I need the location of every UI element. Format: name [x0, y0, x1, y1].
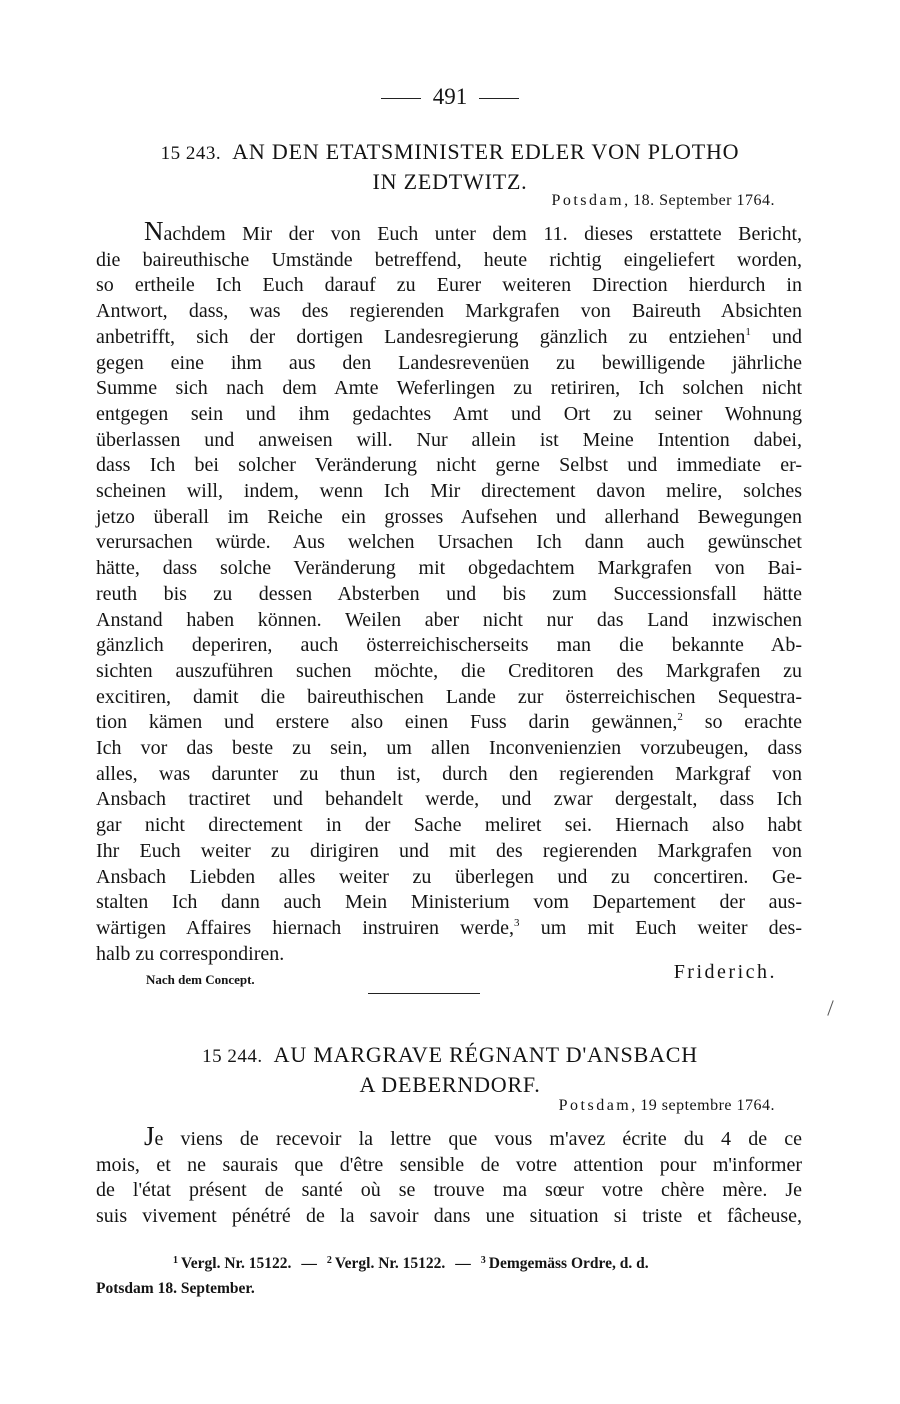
body-line: Ansbach Liebden alles weiter zu überlegen und zu concertiren. Ge- — [96, 865, 802, 888]
footnote-line: Potsdam 18. September. — [96, 1280, 255, 1297]
source-note: Nach dem Concept. — [146, 972, 255, 987]
body-line: jetzo überall im Reiche ein grosses Aufsehen und allerhand Bewegungen — [96, 505, 802, 528]
section-divider — [368, 993, 480, 994]
footnote-number: 2 — [326, 1255, 332, 1266]
letter-body — [96, 1121, 802, 1230]
body-line: Antwort, dass, was des regierenden Markgrafen von Baireuth Absichten — [96, 300, 802, 323]
letter-title-line1: AU MARGRAVE RÉGNANT D'ANSBACH — [273, 1042, 698, 1067]
body-line: Summe sich nach dem Amte Weferlingen zu retiriren, Ich solchen nicht — [96, 377, 802, 400]
body-line: Anstand haben können. Weilen aber nicht nur das Land inzwischen — [96, 608, 802, 631]
letter-heading — [96, 1041, 804, 1099]
body-line: dass Ich bei solcher Veränderung nicht gerne Selbst und immediate er- — [96, 454, 802, 477]
body-line: reuth bis zu dessen Absterben und bis zum Successionsfall hätte — [96, 582, 802, 605]
body-line: tion kämen und erstere also einen Fuss darin gewännen,$^2$ so erachte — [96, 711, 802, 734]
body-line: gar nicht directement in der Sache meliret sei. Hiernach also habt — [96, 814, 802, 837]
letter-number: 15 243. — [160, 143, 222, 164]
footnote-number: 3 — [480, 1255, 486, 1266]
body-line: überlassen und anweisen will. Nur allein ist Meine Intention dabei, — [96, 428, 802, 451]
letter-title-line2: IN ZEDTWITZ. — [372, 169, 528, 194]
dateline-place: Potsdam — [551, 192, 625, 209]
dateline-place: Potsdam — [558, 1097, 632, 1114]
body-line: gegen eine ihm aus den Landesrevenüen zu bewilligende jährliche — [96, 351, 802, 374]
letter-body — [96, 216, 803, 967]
body-line: stalten Ich dann auch Mein Ministerium vom Departement der aus- — [96, 891, 802, 914]
body-line: de l'état présent de santé où se trouve ma sœur votre chère mère. Je — [96, 1179, 802, 1202]
body-line: anbetrifft, sich der dortigen Landesregierung gänzlich zu entziehen$^1$ und — [96, 325, 803, 348]
body-line: Ansbach tractiret und behandelt werde, und zwar dergestalt, dass Ich — [96, 788, 802, 811]
body-line: alles, was darunter zu thun ist, durch den regierenden Markgraf von — [96, 762, 802, 785]
body-line: hätte, dass solche Veränderung mit obgedachtem Markgrafen von Bai- — [96, 557, 802, 580]
signature: Friderich. — [673, 961, 777, 983]
footnote-text: Vergl. Nr. 15122. — [334, 1255, 446, 1272]
page-number-rule-left — [381, 98, 421, 99]
footnote-mark: 3 — [514, 916, 520, 929]
body-line: gänzlich deperiren, auch österreichischerseits man die bekannte Ab- — [96, 634, 802, 657]
dateline-date: 18. September 1764. — [633, 192, 775, 209]
footnote-separator: — — [455, 1255, 471, 1272]
footnote-text: Demgemäss Ordre, d. d. — [488, 1255, 649, 1272]
dateline: Potsdam, 19 septembre 1764. — [558, 1097, 775, 1114]
footnote-separator: — — [301, 1255, 317, 1272]
letter-number: 15 244. — [202, 1046, 263, 1067]
footnote-mark: 2 — [677, 711, 683, 724]
footnote-text: Vergl. Nr. 15122. — [181, 1255, 292, 1272]
letter-heading — [96, 138, 804, 196]
letter-title-line2: A DEBERNDORF. — [359, 1072, 541, 1097]
body-line: verursachen würde. Aus welchen Ursachen Ich dann auch gewünschet — [96, 531, 802, 554]
body-line: die baireuthische Umstände betreffend, heute richtig eingeliefert worden, — [96, 248, 802, 271]
body-line: suis vivement pénétré de la savoir dans une situation si triste et fâcheuse, — [96, 1205, 802, 1228]
page-number-text: 491 — [432, 84, 468, 109]
footnote-line — [96, 1251, 804, 1276]
body-line: sichten auszuführen suchen möchte, die Creditoren des Markgrafen zu — [96, 659, 802, 682]
footnote-mark: 1 — [745, 325, 751, 338]
body-line: Je viens de recevoir la lettre que vous m'avez écrite du 4 de ce — [144, 1121, 802, 1151]
dateline: Potsdam, 18. September 1764. — [551, 192, 775, 209]
body-line: Ihr Euch weiter zu dirigiren und mit des regierenden Markgrafen von — [96, 839, 802, 862]
body-line: halb zu correspondiren. — [96, 942, 285, 965]
letter-title-line1: AN DEN ETATSMINISTER EDLER VON PLOTHO — [232, 139, 740, 164]
body-line: wärtigen Affaires hiernach instruiren werde,$^3$ um mit Euch weiter des- — [96, 916, 802, 939]
page-number — [0, 84, 900, 110]
dateline-date: 19 septembre 1764. — [640, 1097, 775, 1114]
page-number-rule-right — [479, 98, 519, 99]
body-line: Nachdem Mir der von Euch unter dem 11. dieses erstattete Bericht, — [144, 216, 802, 246]
body-line: scheinen will, indem, wenn Ich Mir directement davon melire, solches — [96, 480, 802, 503]
body-line: mois, et ne saurais que d'être sensible de votre attention pour m'informer — [96, 1153, 802, 1176]
margin-mark — [827, 1000, 833, 1015]
body-line: Ich vor das beste zu sein, um allen Inconvenienzien vorzubeugen, dass — [96, 737, 802, 760]
body-line: so ertheile Ich Euch darauf zu Eurer weiteren Direction hierdurch in — [96, 274, 802, 297]
body-line: excitiren, damit die baireuthischen Lande zur österreichischen Sequestra- — [96, 685, 802, 708]
footnote-number: 1 — [173, 1255, 178, 1266]
body-line: entgegen sein und ihm gedachtes Amt und Ort zu seiner Wohnung — [96, 402, 802, 425]
footnotes — [96, 1251, 804, 1301]
